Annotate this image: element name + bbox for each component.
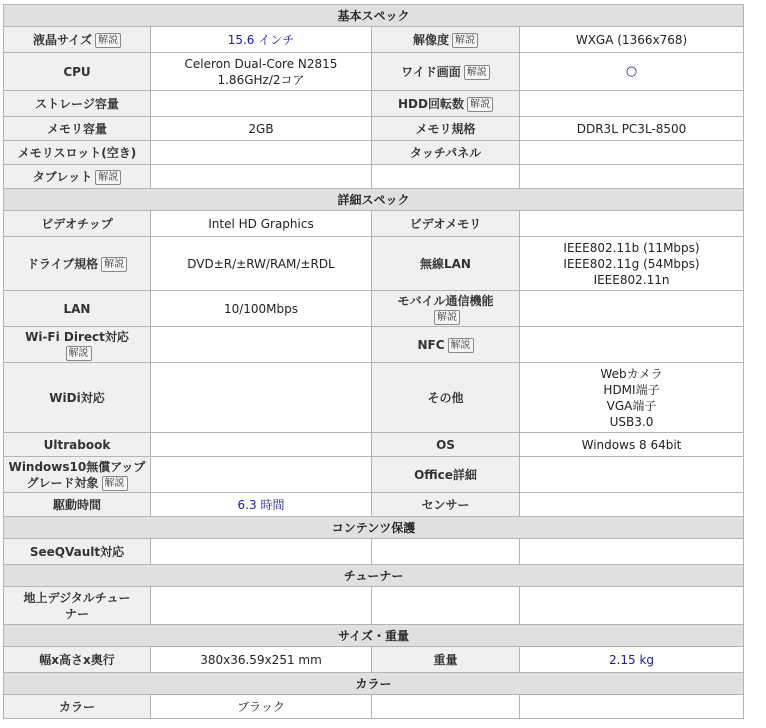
- value-tablet: [151, 165, 372, 189]
- value-other: Webカメラ HDMI端子 VGA端子 USB3.0: [520, 363, 744, 433]
- label-wide: ワイド画面 解説: [372, 53, 520, 91]
- value-office: [520, 457, 744, 493]
- section-title-color: カラー: [4, 673, 744, 695]
- label-storage: ストレージ容量: [4, 91, 151, 117]
- section-title-size: サイズ・重量: [4, 625, 744, 647]
- value-color: ブラック: [151, 695, 372, 719]
- value-memory-spec: DDR3L PC3L-8500: [520, 117, 744, 141]
- empty-cell: [372, 587, 520, 625]
- label-seeqvault: SeeQVault対応: [4, 539, 151, 565]
- empty-cell: [520, 539, 744, 565]
- empty-cell: [520, 165, 744, 189]
- help-button[interactable]: 解説: [101, 257, 127, 272]
- spec-table: [3, 4, 744, 719]
- value-drive: DVD±R/±RW/RAM/±RDL: [151, 237, 372, 291]
- section-size: [4, 625, 744, 647]
- label-digital-tuner: 地上デジタルチュー ナー: [4, 587, 151, 625]
- value-dimensions: 380x36.59x251 mm: [151, 647, 372, 673]
- help-button[interactable]: 解説: [448, 338, 474, 353]
- label-touch: タッチパネル: [372, 141, 520, 165]
- label-widi: WiDi対応: [4, 363, 151, 433]
- help-button[interactable]: 解説: [467, 97, 493, 112]
- section-content: [4, 517, 744, 539]
- circle-mark: ○: [625, 64, 638, 79]
- value-storage: [151, 91, 372, 117]
- table-row: [4, 211, 744, 237]
- help-button[interactable]: 解説: [66, 346, 92, 361]
- section-tuner: [4, 565, 744, 587]
- table-row: [4, 291, 744, 327]
- table-row: [4, 539, 744, 565]
- section-title-content: コンテンツ保護: [4, 517, 744, 539]
- value-video-mem: [520, 211, 744, 237]
- section-title-basic: 基本スペック: [4, 5, 744, 27]
- help-button[interactable]: 解説: [102, 476, 128, 491]
- label-battery: 駆動時間: [4, 493, 151, 517]
- label-other: その他: [372, 363, 520, 433]
- value-screen-size[interactable]: 15.6 インチ: [151, 27, 372, 53]
- help-button[interactable]: 解説: [452, 33, 478, 48]
- value-wlan: IEEE802.11b (11Mbps) IEEE802.11g (54Mbps) IEEE802.11n: [520, 237, 744, 291]
- help-button[interactable]: 解説: [95, 33, 121, 48]
- value-ultrabook: [151, 433, 372, 457]
- label-ultrabook: Ultrabook: [4, 433, 151, 457]
- table-row: [4, 647, 744, 673]
- value-win10: [151, 457, 372, 493]
- help-button[interactable]: 解説: [95, 170, 121, 185]
- value-memory-slot: [151, 141, 372, 165]
- table-row: [4, 53, 744, 91]
- value-mobile: [520, 291, 744, 327]
- value-video-chip: Intel HD Graphics: [151, 211, 372, 237]
- label-wlan: 無線LAN: [372, 237, 520, 291]
- empty-cell: [520, 587, 744, 625]
- value-weight[interactable]: 2.15 kg: [520, 647, 744, 673]
- empty-cell: [520, 695, 744, 719]
- value-seeqvault: [151, 539, 372, 565]
- empty-cell: [372, 539, 520, 565]
- label-resolution: 解像度 解説: [372, 27, 520, 53]
- label-weight: 重量: [372, 647, 520, 673]
- value-cpu: Celeron Dual-Core N2815 1.86GHz/2コア: [151, 53, 372, 91]
- label-lan: LAN: [4, 291, 151, 327]
- section-color: [4, 673, 744, 695]
- table-row: [4, 363, 744, 433]
- label-hdd-rpm: HDD回転数 解説: [372, 91, 520, 117]
- value-touch: [520, 141, 744, 165]
- value-os: Windows 8 64bit: [520, 433, 744, 457]
- table-row: [4, 165, 744, 189]
- value-wide: [520, 53, 744, 91]
- help-button[interactable]: 解説: [434, 310, 460, 325]
- section-title-tuner: チューナー: [4, 565, 744, 587]
- table-row: [4, 587, 744, 625]
- table-row: [4, 237, 744, 291]
- label-mobile: モバイル通信機能 解説: [372, 291, 520, 327]
- value-battery[interactable]: 6.3 時間: [151, 493, 372, 517]
- table-row: [4, 91, 744, 117]
- label-office: Office詳細: [372, 457, 520, 493]
- label-wifi-direct: Wi-Fi Direct対応 解説: [4, 327, 151, 363]
- table-row: [4, 117, 744, 141]
- table-row: [4, 695, 744, 719]
- value-nfc: [520, 327, 744, 363]
- table-row: [4, 27, 744, 53]
- value-resolution: WXGA (1366x768): [520, 27, 744, 53]
- label-color: カラー: [4, 695, 151, 719]
- section-title-detail: 詳細スペック: [4, 189, 744, 211]
- empty-cell: [372, 165, 520, 189]
- label-cpu: CPU: [4, 53, 151, 91]
- value-digital-tuner: [151, 587, 372, 625]
- value-sensor: [520, 493, 744, 517]
- value-widi: [151, 363, 372, 433]
- label-video-chip: ビデオチップ: [4, 211, 151, 237]
- value-wifi-direct: [151, 327, 372, 363]
- value-memory: 2GB: [151, 117, 372, 141]
- table-row: [4, 493, 744, 517]
- label-sensor: センサー: [372, 493, 520, 517]
- label-memory-spec: メモリ規格: [372, 117, 520, 141]
- section-basic: [4, 5, 744, 27]
- table-row: [4, 457, 744, 493]
- value-hdd-rpm: [520, 91, 744, 117]
- table-row: [4, 433, 744, 457]
- empty-cell: [372, 695, 520, 719]
- label-os: OS: [372, 433, 520, 457]
- label-drive: ドライブ規格 解説: [4, 237, 151, 291]
- label-win10: Windows10無償アップ グレード対象 解説: [4, 457, 151, 493]
- label-nfc: NFC 解説: [372, 327, 520, 363]
- label-memory: メモリ容量: [4, 117, 151, 141]
- label-video-mem: ビデオメモリ: [372, 211, 520, 237]
- table-row: [4, 141, 744, 165]
- label-screen-size: 液晶サイズ 解説: [4, 27, 151, 53]
- value-lan: 10/100Mbps: [151, 291, 372, 327]
- label-dimensions: 幅x高さx奥行: [4, 647, 151, 673]
- section-detail: [4, 189, 744, 211]
- help-button[interactable]: 解説: [464, 65, 490, 80]
- label-memory-slot: メモリスロット(空き): [4, 141, 151, 165]
- table-row: [4, 327, 744, 363]
- label-tablet: タブレット 解説: [4, 165, 151, 189]
